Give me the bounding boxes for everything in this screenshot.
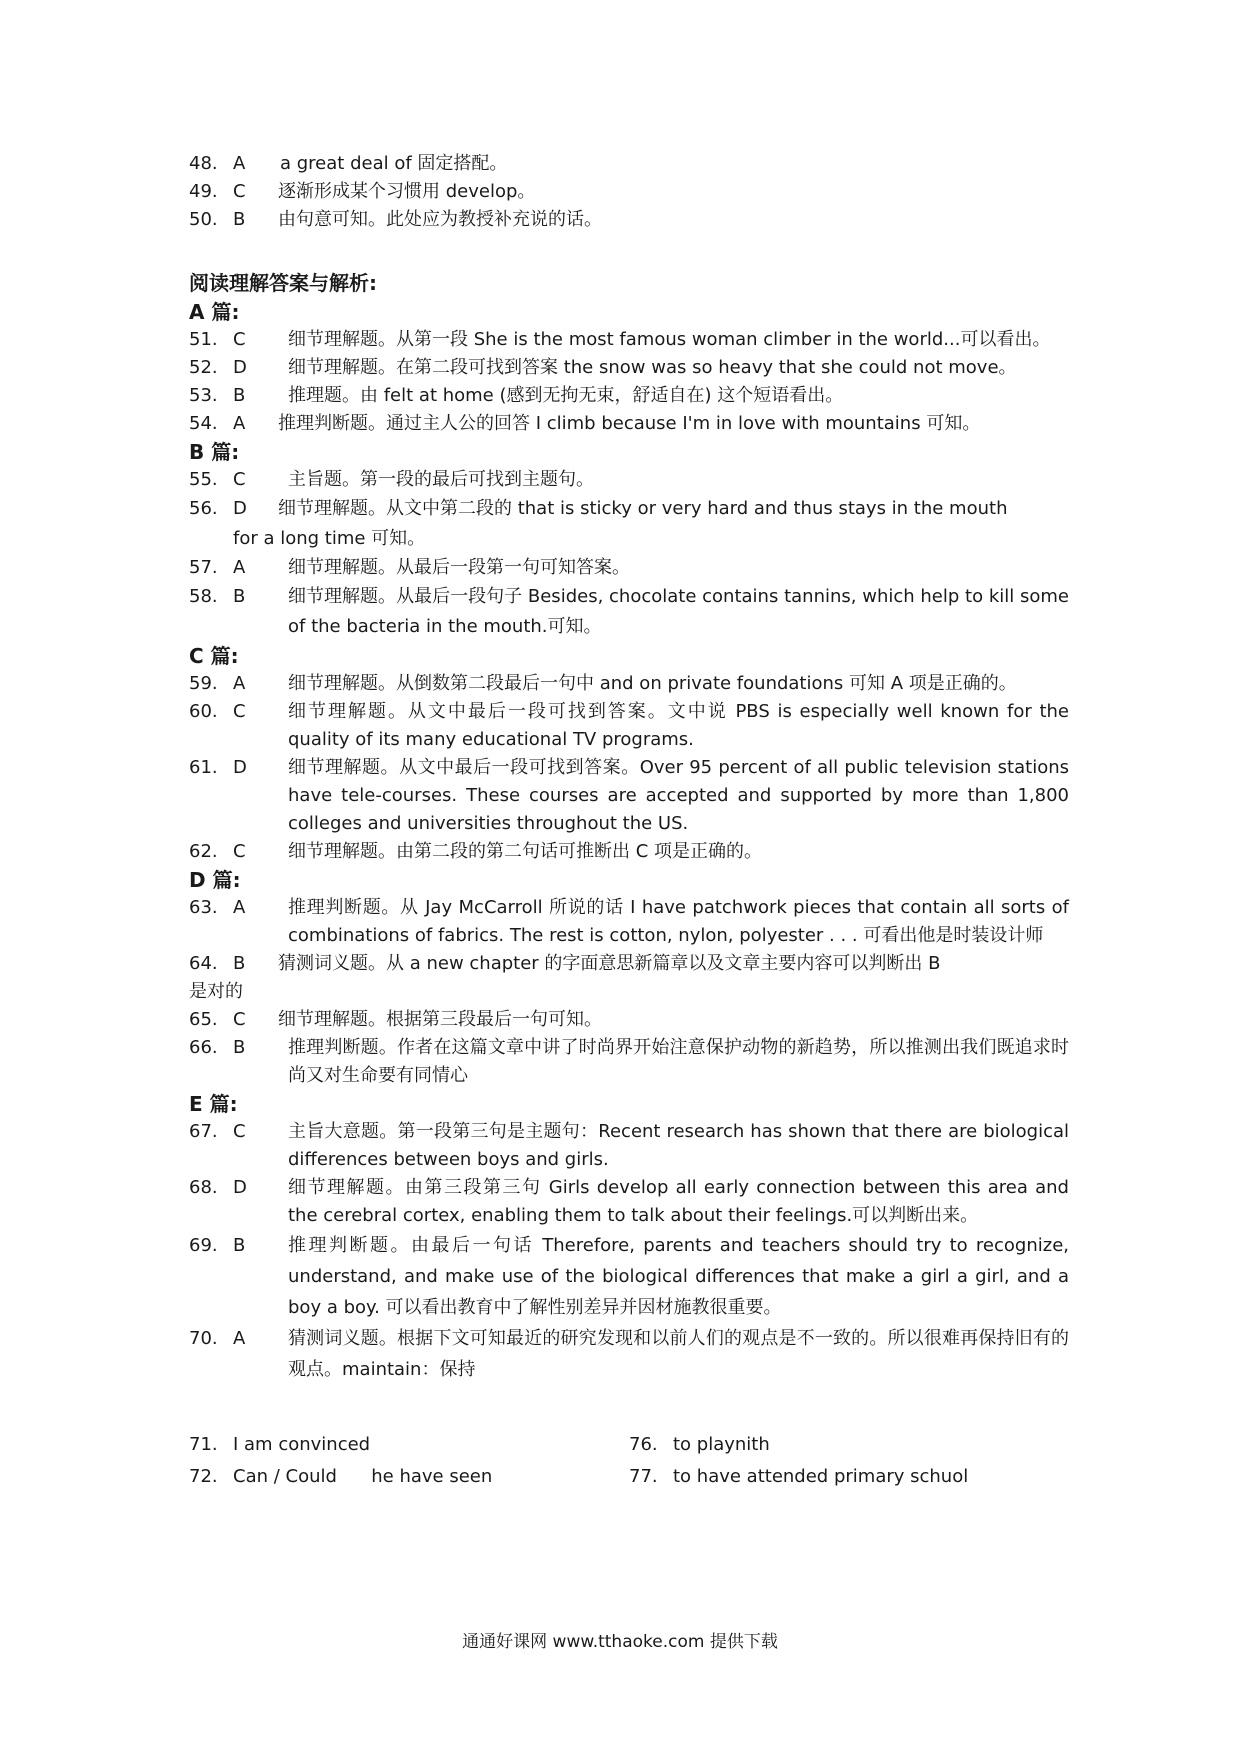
item-number: 72. <box>189 1466 218 1487</box>
answer-row <box>189 150 1069 178</box>
item-number: 49. <box>189 181 218 202</box>
item-number: 61. <box>189 757 218 778</box>
answer-text: 细节理解题。从最后一段句子 Besides, chocolate contains tannins, which help to kill some of the bacteria in the mouth.可知。 <box>288 586 1069 637</box>
answer-row <box>189 1006 1069 1034</box>
answer-text: 推理判断题。由最后一句话 Therefore, parents and teachers should try to recognize, understand, and make use of the biological differences that make a girl a girl, and a boy a boy. 可以看出教育中了解性别差异并因材施教很重要。 <box>288 1235 1069 1318</box>
answer-letter: B <box>233 1235 246 1256</box>
item-number: 55. <box>189 469 218 490</box>
answer-text: 细节理解题。根据第三段最后一句可知。 <box>278 1009 602 1030</box>
item-number: 69. <box>189 1235 218 1256</box>
item-number: 77. <box>629 1466 658 1487</box>
answer-letter: C <box>233 701 246 722</box>
footer-download-note: 通通好课网 www.tthaoke.com 提供下载 <box>462 1632 778 1652</box>
item-number: 59. <box>189 673 218 694</box>
section-d-label: D 篇: <box>189 868 241 892</box>
answer-letter: C <box>233 181 246 202</box>
answer-row <box>189 754 1069 838</box>
answer-text: 猜测词义题。从 a new chapter 的字面意思新篇章以及文章主要内容可以判断出 B <box>278 953 941 974</box>
answer-row <box>189 554 1069 582</box>
item-number: 57. <box>189 557 218 578</box>
section-a-label: A 篇: <box>189 300 240 324</box>
answer-letter: C <box>233 841 246 862</box>
item-number: 54. <box>189 413 218 434</box>
answer-text: 推理题。由 felt at home (感到无拘无束，舒适自在) 这个短语看出。 <box>288 385 844 406</box>
answer-row <box>189 178 1069 206</box>
item-number: 60. <box>189 701 218 722</box>
answer-letter: A <box>233 673 246 694</box>
answer-row <box>189 1034 1069 1090</box>
answer-text: 细节理解题。从文中第二段的 that is sticky or very hard and thus stays in the mouth <box>278 498 1008 519</box>
item-number: 76. <box>629 1434 658 1455</box>
item-number: 48. <box>189 153 218 174</box>
answer-text: Can / Could he have seen <box>233 1466 493 1487</box>
answer-text: 由句意可知。此处应为教授补充说的话。 <box>278 209 602 230</box>
answer-text: 主旨大意题。第一段第三句是主题句：Recent research has shown that there are biological differences between boys and girls. <box>288 1121 1069 1170</box>
reading-heading: 阅读理解答案与解析: <box>189 271 377 295</box>
fill-in-answers <box>189 1429 1069 1493</box>
answer-text: 细节理解题。由第二段的第二句话可推断出 C 项是正确的。 <box>288 841 763 862</box>
answer-text: 推理判断题。通过主人公的回答 I climb because I'm in love with mountains 可知。 <box>278 413 981 434</box>
item-number: 62. <box>189 841 218 862</box>
fill-in-right-column <box>629 1429 1069 1493</box>
answer-row <box>189 206 1069 234</box>
answer-row <box>189 1118 1069 1174</box>
item-number: 70. <box>189 1328 218 1349</box>
answer-row <box>189 494 1069 524</box>
answer-letter: B <box>233 1037 246 1058</box>
answer-row <box>189 1230 1069 1323</box>
fill-in-row <box>189 1429 629 1461</box>
answer-text: to playnith <box>673 1434 770 1455</box>
answer-letter: C <box>233 469 246 490</box>
answer-text: a great deal of 固定搭配。 <box>280 153 508 174</box>
answer-letter: B <box>233 209 246 230</box>
section-b-label: B 篇: <box>189 440 240 464</box>
answer-text: 猜测词义题。根据下文可知最近的研究发现和以前人们的观点是不一致的。所以很难再保持旧有的观点。maintain：保持 <box>288 1328 1069 1380</box>
item-number: 56. <box>189 498 218 519</box>
item-number: 71. <box>189 1434 218 1455</box>
answer-row <box>189 698 1069 754</box>
item-number: 63. <box>189 897 218 918</box>
answer-text: 细节理解题。从文中最后一段可找到答案。Over 95 percent of all public television stations have tele-courses. These courses are accepted and supported by more than 1,800 colleges and universities throughout the US. <box>288 757 1069 834</box>
answer-letter: D <box>233 498 247 519</box>
answer-text: 细节理解题。从第一段 She is the most famous woman climber in the world...可以看出。 <box>288 329 1051 350</box>
answer-sheet <box>189 150 1069 1493</box>
answer-letter: B <box>233 953 246 974</box>
item-number: 58. <box>189 586 218 607</box>
answer-letter: A <box>233 897 246 918</box>
answer-continuation <box>189 978 1069 1006</box>
answer-row <box>189 1323 1069 1385</box>
answer-text: 细节理解题。从倒数第二段最后一句中 and on private foundations 可知 A 项是正确的。 <box>288 673 1017 694</box>
fill-in-left-column <box>189 1429 629 1493</box>
answer-letter: A <box>233 153 246 174</box>
answer-text: 推理判断题。作者在这篇文章中讲了时尚界开始注意保护动物的新趋势，所以推测出我们既追求时尚又对生命要有同情心 <box>288 1037 1069 1086</box>
answer-text: 细节理解题。由第三段第三句 Girls develop all early connection between this area and the cerebral cortex, enabling them to talk about their feelings.可以判断出来。 <box>288 1177 1069 1226</box>
item-number: 68. <box>189 1177 218 1198</box>
answer-row <box>189 326 1069 354</box>
answer-row <box>189 894 1069 950</box>
section-e-label: E 篇: <box>189 1092 238 1116</box>
answer-row <box>189 354 1069 382</box>
item-number: 67. <box>189 1121 218 1142</box>
answer-text: to have attended primary schuol <box>673 1466 969 1487</box>
section-c-label: C 篇: <box>189 644 239 668</box>
item-number: 64. <box>189 953 218 974</box>
answer-letter: D <box>233 357 247 378</box>
answer-row <box>189 950 1069 978</box>
answer-letter: C <box>233 1009 246 1030</box>
answer-text: 主旨题。第一段的最后可找到主题句。 <box>288 469 594 490</box>
answer-letter: A <box>233 557 246 578</box>
answer-letter: C <box>233 329 246 350</box>
answer-letter: B <box>233 586 246 607</box>
answer-letter: C <box>233 1121 246 1142</box>
item-number: 65. <box>189 1009 218 1030</box>
answer-text: 推理判断题。从 Jay McCarroll 所说的话 I have patchwork pieces that contain all sorts of combinations of fabrics. The rest is cotton, nylon, polyester . . . 可看出他是时装设计师 <box>288 897 1069 946</box>
answer-text: for a long time 可知。 <box>233 528 426 549</box>
item-number: 52. <box>189 357 218 378</box>
answer-letter: D <box>233 1177 247 1198</box>
top-answers <box>189 150 1069 234</box>
item-number: 66. <box>189 1037 218 1058</box>
answer-row <box>189 410 1069 438</box>
answer-text: 细节理解题。从文中最后一段可找到答案。文中说 PBS is especially well known for the quality of its many educational TV programs. <box>288 701 1069 750</box>
answer-row <box>189 382 1069 410</box>
answer-letter: A <box>233 1328 246 1349</box>
item-number: 50. <box>189 209 218 230</box>
answer-row <box>189 466 1069 494</box>
item-number: 51. <box>189 329 218 350</box>
answer-row <box>189 670 1069 698</box>
answer-letter: D <box>233 757 247 778</box>
fill-in-row <box>189 1461 629 1493</box>
fill-in-row <box>629 1429 1069 1461</box>
answer-letter: A <box>233 413 246 434</box>
answer-text: I am convinced <box>233 1434 371 1455</box>
answer-continuation <box>189 524 1069 554</box>
answer-row <box>189 1174 1069 1230</box>
answer-text: 细节理解题。在第二段可找到答案 the snow was so heavy that she could not move。 <box>288 357 1017 378</box>
fill-in-row <box>629 1461 1069 1493</box>
answer-text: 逐渐形成某个习惯用 develop。 <box>278 181 536 202</box>
answer-row <box>189 582 1069 642</box>
answer-text: 是对的 <box>189 981 243 1002</box>
answer-row <box>189 838 1069 866</box>
answer-letter: B <box>233 385 246 406</box>
item-number: 53. <box>189 385 218 406</box>
answer-text: 细节理解题。从最后一段第一句可知答案。 <box>288 557 630 578</box>
